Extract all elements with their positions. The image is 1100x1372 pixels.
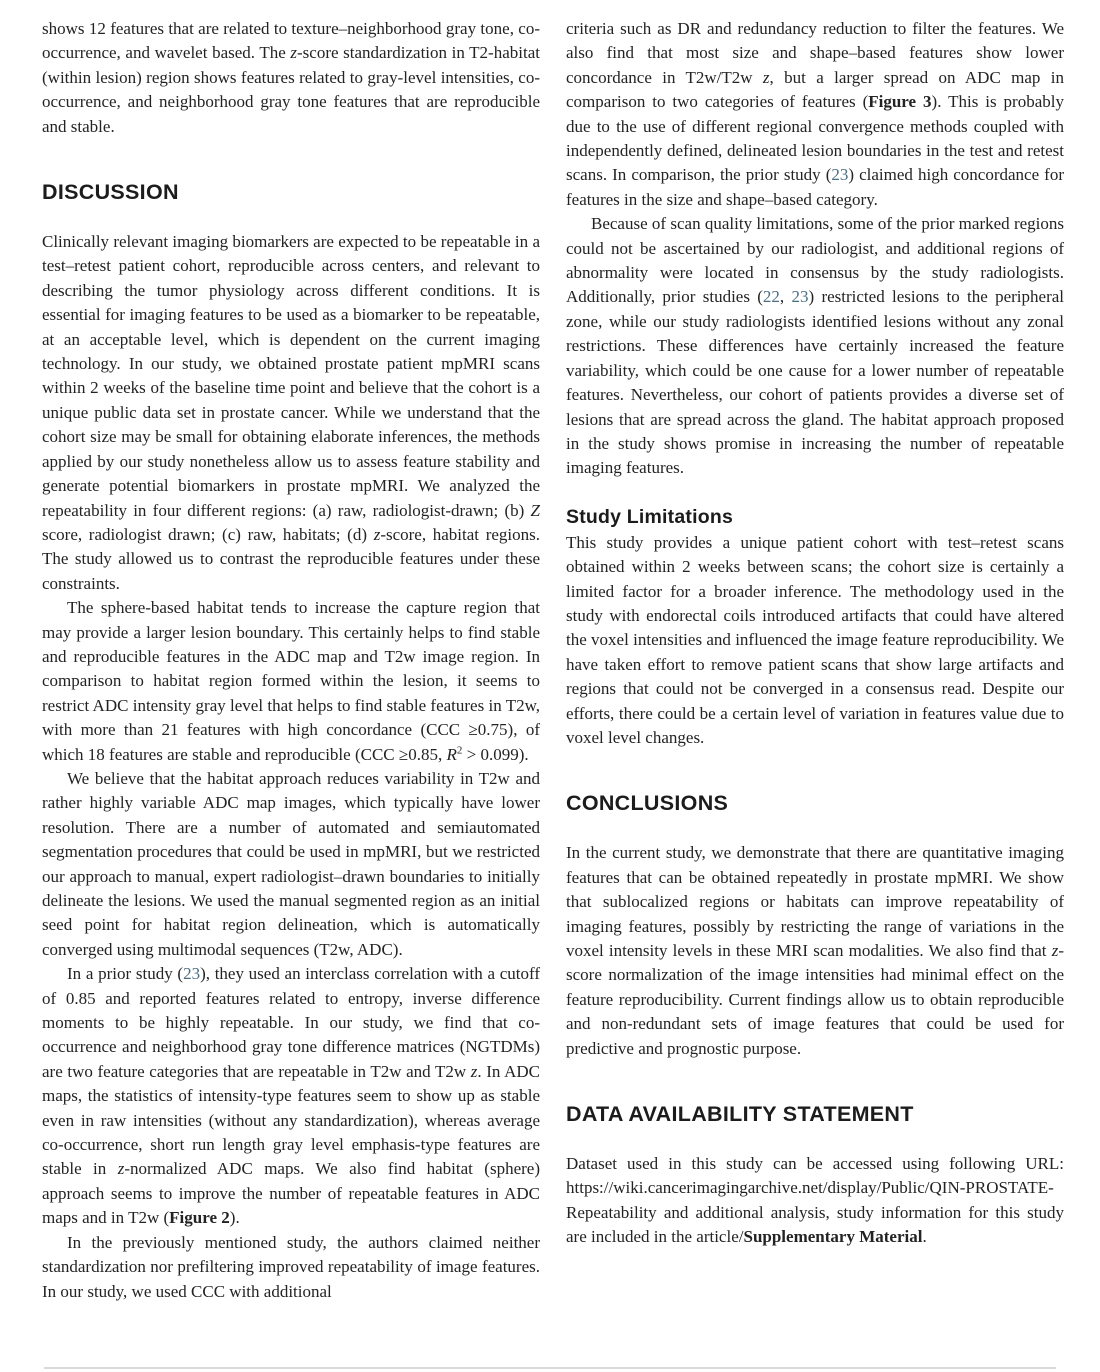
dataset-url-link[interactable]: https://wiki.cancerimagingarchive.net/display/Public/QIN-PROSTATE-Repeatability <box>566 1178 1054 1222</box>
paragraph-continuation: shows 12 features that are related to texture–neighborhood gray tone, co-occurrence, and wavelet based. The z-score standardization in T2-habitat (within lesion) region shows features related to gray-level intensities, co-occurrence, and neighborhood gray tone features that are reproducible and stable. <box>42 19 540 136</box>
paragraph: This study provides a unique patient cohort with test–retest scans obtained within 2 weeks between scans; the cohort size is certainly a limited factor for a broader inference. The methodology used in the study with endorectal coils introduced artifacts that could have altered the voxel intensities and influenced the image feature reproducibility. We have taken effort to remove patient scans that show large artifacts and regions that could not be converged in a consensus read. Despite our efforts, there could be a certain level of variation in features value due to voxel level changes. <box>566 532 1064 747</box>
paragraph: In the current study, we demonstrate that there are quantitative imaging features that can be obtained repeatedly in prostate mpMRI. We show that sublocalized regions or habitats can improve repeatability of imaging features, possibly by restricting the range of variations in the voxel intensity levels in these MRI scan modalities. We also find that z-score normalization of the image intensities had minimal effect on the feature reproducibility. Current findings allow us to obtain reproducible and non-redundant sets of image features that could be used for predictive and prognostic purpose. <box>566 843 1064 1058</box>
paragraph: The sphere-based habitat tends to increase the capture region that may provide a larger lesion boundary. This certainly helps to find stable and reproducible features in the ADC map and T2w image region. In comparison to habitat region formed within the lesion, it seems to restrict ADC intensity gray level that helps to find stable features in T2w, with more than 21 features with high concordance (CCC ≥0.75), of which 18 features are stable and reproducible (CCC ≥0.85, $R^2 > 0.099$). <box>42 598 540 764</box>
left-column <box>42 17 540 1304</box>
right-column <box>566 17 1064 1250</box>
section-heading-data-availability: DATA AVAILABILITY STATEMENT <box>566 1102 914 1127</box>
paragraph: In a prior study (23), they used an interclass correlation with a cutoff of 0.85 and reported features related to entropy, inverse difference moments to be highly repeatable. In our study, we find that co-occurrence and neighborhood gray tone difference matrices (NGTDMs) are two feature categories that are repeatable in T2w and T2w z. In ADC maps, the statistics of intensity-type features seem to show up as stable even in raw intensities (without any standardization), whereas average co-occurrence, short run length gray level emphasis-type features are stable in z-normalized ADC maps. We also find habitat (sphere) approach seems to improve the number of repeatable features in ADC maps and in T2w (Figure 2). <box>42 964 540 1228</box>
paragraph: We believe that the habitat approach reduces variability in T2w and rather highly variable ADC map images, which typically have lower resolution. There are a number of automated and semiautomated segmentation procedures that could be used in mpMRI, but we restricted our approach to manual, expert radiologist–drawn boundaries to initially delineate the lesions. We used the manual segmented region as an initial seed point for habitat region delineation, which is automatically converged using multimodal sequences (T2w, ADC). <box>42 768 540 959</box>
citation-ref-23[interactable]: 23 <box>183 964 201 984</box>
paragraph: Clinically relevant imaging biomarkers are expected to be repeatable in a test–retest patient cohort, reproducible across centers, and relevant to describing the tumor physiology across different conditions. It is essential for imaging features to be used as a biomarker to be repeatable, at an acceptable level, which is dependent on the current imaging technology. In our study, we obtained prostate patient mpMRI scans within 2 weeks of the baseline time point and believe that the cohort is a unique public data set in prostate cancer. While we understand that the cohort size may be small for obtaining elaborate inferences, the methods applied by our study nonetheless allow us to assess feature stability and generate potential biomarkers in prostate mpMRI. We analyzed the repeatability in four different regions: (a) raw, radiologist-drawn; (b) Z score, radiologist drawn; (c) raw, habitats; (d) z-score, habitat regions. The study allowed us to contrast the reproducible features under these constraints. <box>42 232 540 593</box>
citation-ref-23[interactable]: 23 <box>791 287 809 307</box>
section-heading-discussion: DISCUSSION <box>42 180 179 205</box>
paragraph: In the previously mentioned study, the authors claimed neither standardization nor prefiltering improved repeatability of image features. In our study, we used CCC with additional <box>42 1232 540 1301</box>
footer-divider <box>44 1367 1056 1369</box>
citation-ref-22[interactable]: 22 <box>762 287 780 307</box>
paragraph: Dataset used in this study can be accessed using following URL: https://wiki.cancerimagingarchive.net/display/Public/QIN-PROSTATE-Repeatability and additional analysis, study information for this study are included in the article/Supplementary Material. <box>566 1154 1064 1247</box>
section-heading-conclusions: CONCLUSIONS <box>566 791 729 816</box>
citation-ref-23[interactable]: 23 <box>831 165 849 185</box>
section-heading-study-limitations: Study Limitations <box>566 505 733 528</box>
paragraph-continuation: criteria such as DR and redundancy reduction to filter the features. We also find that most size and shape–based features show lower concordance in T2w/T2w z, but a larger spread on ADC map in comparison to two categories of features (Figure 3). This is probably due to the use of different regional convergence methods coupled with independently defined, delineated lesion boundaries in the test and retest scans. In comparison, the prior study (23) claimed high concordance for features in the size and shape–based category. <box>566 19 1064 209</box>
paragraph: Because of scan quality limitations, some of the prior marked regions could not be ascertained by our radiologist, and additional regions of abnormality were located in consensus by the study radiologists. Additionally, prior studies (22, 23) restricted lesions to the peripheral zone, while our study radiologists identified lesions without any zonal restrictions. These differences have certainly increased the feature variability, which could be one cause for a lower number of repeatable features. Nevertheless, our cohort of patients provides a diverse set of lesions that are spread across the gland. The habitat approach proposed in the study shows promise in increasing the number of repeatable imaging features. <box>566 214 1065 478</box>
